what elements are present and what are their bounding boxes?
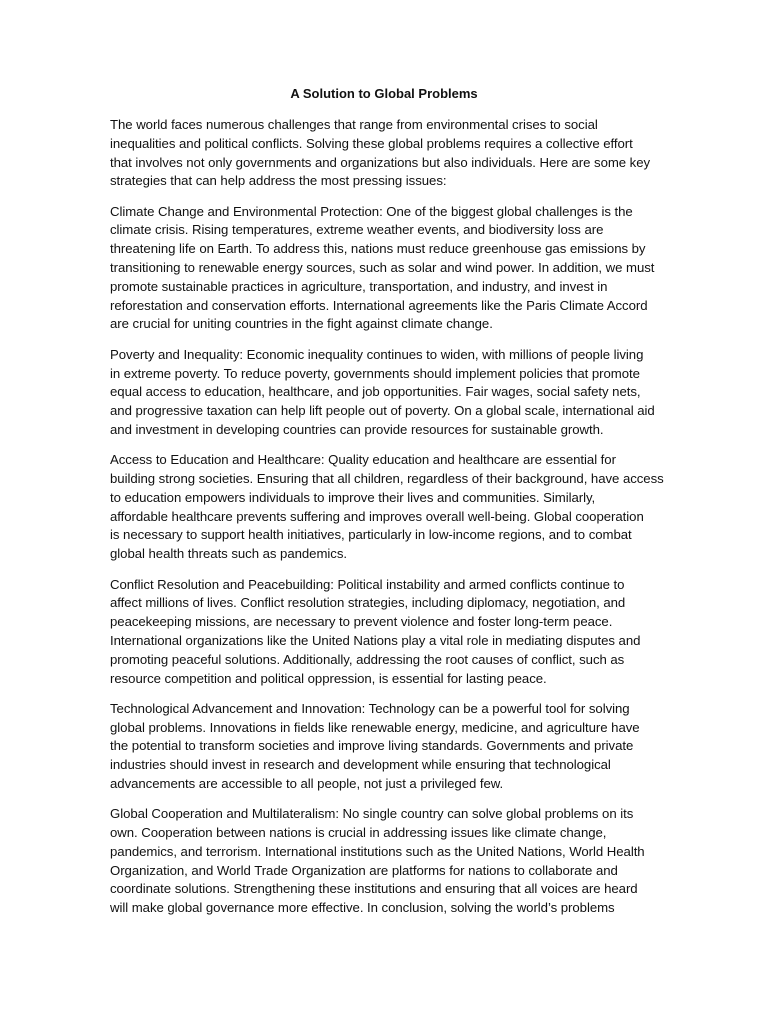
text-line: equal access to education, healthcare, and job opportunities. Fair wages, social safety nets, (110, 384, 641, 400)
text-line: will make global governance more effective. In conclusion, solving the world’s problems (110, 900, 615, 916)
body-paragraph (110, 451, 664, 564)
text-line: Conflict Resolution and Peacebuilding: Political instability and armed conflicts continue to (110, 576, 625, 592)
text-line: Access to Education and Healthcare: Quality education and healthcare are essential for (110, 452, 616, 468)
text-line: the potential to transform societies and improve living standards. Governments and private (110, 738, 634, 754)
text-line: are crucial for uniting countries in the fight against climate change. (110, 316, 493, 332)
text-line: coordinate solutions. Strengthening these institutions and ensuring that all voices are heard (110, 881, 638, 897)
text-line: inequalities and political conflicts. Solving these global problems requires a collective effort (110, 135, 633, 151)
text-line: global health threats such as pandemics. (110, 546, 347, 562)
text-line: affect millions of lives. Conflict resolution strategies, including diplomacy, negotiation, and (110, 595, 626, 611)
text-line: Poverty and Inequality: Economic inequality continues to widen, with millions of people living (110, 346, 644, 362)
text-line: pandemics, and terrorism. International institutions such as the United Nations, World Health (110, 843, 645, 859)
text-line: resource competition and political oppression, is essential for lasting peace. (110, 670, 547, 686)
text-line: is necessary to support health initiatives, particularly in low-income regions, and to combat (110, 527, 632, 543)
text-line: Technological Advancement and Innovation: Technology can be a powerful tool for solving (110, 700, 630, 716)
text-line: transitioning to renewable energy sources, such as solar and wind power. In addition, we must (110, 260, 655, 276)
text-line: International organizations like the United Nations play a vital role in mediating disputes and (110, 632, 641, 648)
text-line: climate crisis. Rising temperatures, extreme weather events, and biodiversity loss are (110, 222, 604, 238)
text-line: Climate Change and Environmental Protection: One of the biggest global challenges is the (110, 203, 633, 219)
text-line: The world faces numerous challenges that range from environmental crises to social (110, 117, 598, 132)
text-line: that involves not only governments and organizations but also individuals. Here are some key (110, 154, 651, 170)
text-line: Organization, and World Trade Organization are platforms for nations to collaborate and (110, 862, 618, 878)
body-paragraph (110, 203, 660, 335)
text-line: threatening life on Earth. To address this, nations must reduce greenhouse gas emissions by (110, 241, 646, 257)
text-line: strategies that can help address the most pressing issues: (110, 173, 447, 189)
document-body (110, 116, 664, 930)
text-line: industries should invest in research and development while ensuring that technological (110, 757, 611, 773)
text-line: advancements are accessible to all people, not just a privileged few. (110, 776, 504, 791)
text-line: building strong societies. Ensuring that all children, regardless of their background, have access (110, 471, 664, 487)
body-paragraph (110, 700, 660, 794)
text-line: to education empowers individuals to improve their lives and communities. Similarly, (110, 489, 596, 505)
text-line: own. Cooperation between nations is crucial in addressing issues like climate change, (110, 825, 607, 841)
text-line: and progressive taxation can help lift people out of poverty. On a global scale, international aid (110, 403, 655, 419)
document-title: A Solution to Global Problems (290, 86, 478, 101)
text-line: promote sustainable practices in agriculture, transportation, and industry, and invest in (110, 278, 608, 294)
text-line: and investment in developing countries can provide resources for sustainable growth. (110, 421, 604, 437)
body-paragraph (110, 116, 660, 191)
text-line: peacekeeping missions, are necessary to prevent violence and foster long-term peace. (110, 614, 613, 630)
body-paragraph (110, 805, 660, 918)
text-line: promoting peaceful solutions. Additionally, addressing the root causes of conflict, such as (110, 651, 625, 667)
text-line: in extreme poverty. To reduce poverty, governments should implement policies that promote (110, 365, 640, 381)
body-paragraph (110, 576, 660, 689)
text-line: global problems. Innovations in fields like renewable energy, medicine, and agriculture have (110, 719, 640, 735)
text-line: Global Cooperation and Multilateralism: No single country can solve global problems on its (110, 806, 634, 822)
body-paragraph (110, 346, 660, 440)
text-line: affordable healthcare prevents suffering and improves overall well-being. Global cooperation (110, 508, 644, 524)
text-line: reforestation and conservation efforts. International agreements like the Paris Climate Accord (110, 297, 648, 313)
